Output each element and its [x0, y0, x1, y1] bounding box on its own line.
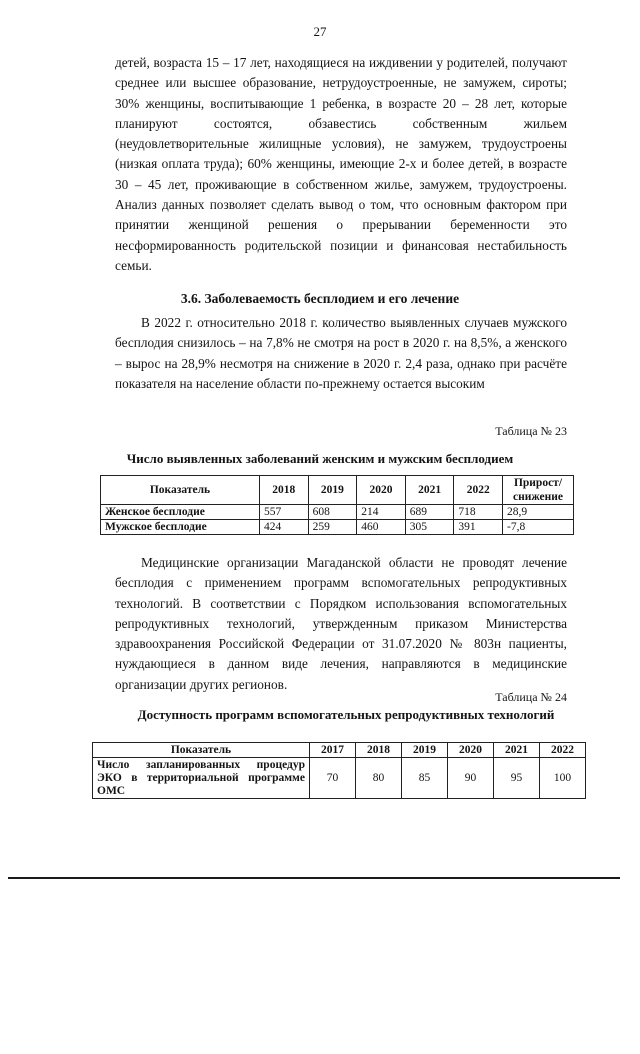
- header-2021: 2021: [405, 476, 454, 505]
- table-cell: 214: [357, 505, 406, 520]
- table-cell: 85: [402, 758, 448, 799]
- table-cell: 90: [448, 758, 494, 799]
- section-heading: 3.6. Заболеваемость бесплодием и его лечение: [180, 291, 460, 306]
- page-number: 27: [313, 24, 327, 39]
- table-24-title: Доступность программ вспомогательных репродуктивных технологий: [137, 707, 555, 722]
- header-2019: 2019: [308, 476, 357, 505]
- table-cell: 95: [494, 758, 540, 799]
- table-cell: 608: [308, 505, 357, 520]
- header-2020: 2020: [448, 743, 494, 758]
- table-24-number: Таблица № 24: [495, 690, 567, 704]
- header-2020: 2020: [357, 476, 406, 505]
- header-2018: 2018: [356, 743, 402, 758]
- header-2022: 2022: [454, 476, 503, 505]
- infertility-table: [100, 475, 574, 535]
- row-label: Мужское бесплодие: [101, 520, 260, 535]
- table-cell: 305: [405, 520, 454, 535]
- table-cell: 557: [260, 505, 309, 520]
- header-indicator: Показатель: [101, 476, 260, 505]
- table-row: [93, 758, 586, 799]
- table-cell: 718: [454, 505, 503, 520]
- table-row: [101, 520, 574, 535]
- table-cell: -7,8: [503, 520, 574, 535]
- row-label: Женское бесплодие: [101, 505, 260, 520]
- paragraph-infertility-trend: В 2022 г. относительно 2018 г. количество выявленных случаев мужского бесплодия снизилось – на 7,8% не смотря на рост в 2020 г. на 8,5%, а женского – вырос на 28,9% несмотря на снижение в 2020 г. 2,4 раза, однако при расчёте показателя на население области по-прежнему остается высоким: [115, 315, 567, 391]
- table-cell: 100: [540, 758, 586, 799]
- header-change: Прирост/ снижение: [503, 476, 574, 505]
- header-2022: 2022: [540, 743, 586, 758]
- header-2021: 2021: [494, 743, 540, 758]
- table-cell: 424: [260, 520, 309, 535]
- table-23-title: Число выявленных заболеваний женским и мужским бесплодием: [126, 451, 514, 466]
- row-label: Число запланированных процедур ЭКО в территориальной программе ОМС: [93, 758, 310, 799]
- header-indicator: Показатель: [93, 743, 310, 758]
- table-cell: 259: [308, 520, 357, 535]
- table-cell: 689: [405, 505, 454, 520]
- art-availability-table: [92, 742, 586, 799]
- table-cell: 391: [454, 520, 503, 535]
- paragraph-art-referral: Медицинские организации Магаданской области не проводят лечение бесплодия с применением программ вспомогательных репродуктивных технологий. В соответствии с Порядком использования вспомогательных репродуктивных технологий, утвержденным приказом Министерства здравоохранения Российской Федерации от 31.07.2020 № 803н пациенты, нуждающиеся в данном виде лечения, направляются в медицинские организации других регионов.: [115, 555, 567, 692]
- table-cell: 28,9: [503, 505, 574, 520]
- header-2017: 2017: [310, 743, 356, 758]
- table-cell: 70: [310, 758, 356, 799]
- table-23-number: Таблица № 23: [495, 424, 567, 438]
- table-cell: 460: [357, 520, 406, 535]
- table-cell: 80: [356, 758, 402, 799]
- table-header-row: [93, 743, 586, 758]
- table-header-row: [101, 476, 574, 505]
- paragraph-women-categories: детей, возраста 15 – 17 лет, находящиеся на иждивении у родителей, получают среднее или высшее образование, нетрудоустроенные, не замужем, сироты; 30% женщины, воспитывающие 1 ребенка, в возрасте 20 – 28 лет, которые планируют состоятся, обзавестись собственным жильем (неудовлетворительные жилищные условия), не замужем, трудоустроены (низкая оплата труда); 60% женщины, имеющие 2-х и более детей, в возрасте 30 – 45 лет, проживающие в собственном жилье, замужем, трудоустроены. Анализ данных позволяет сделать вывод о том, что основным фактором при принятии женщиной решения о прерывании беременности это несформированность родительской позиции и финансовая нестабильность семьи.: [115, 55, 567, 273]
- table-row: [101, 505, 574, 520]
- header-2018: 2018: [260, 476, 309, 505]
- header-2019: 2019: [402, 743, 448, 758]
- footer-divider: [8, 877, 620, 879]
